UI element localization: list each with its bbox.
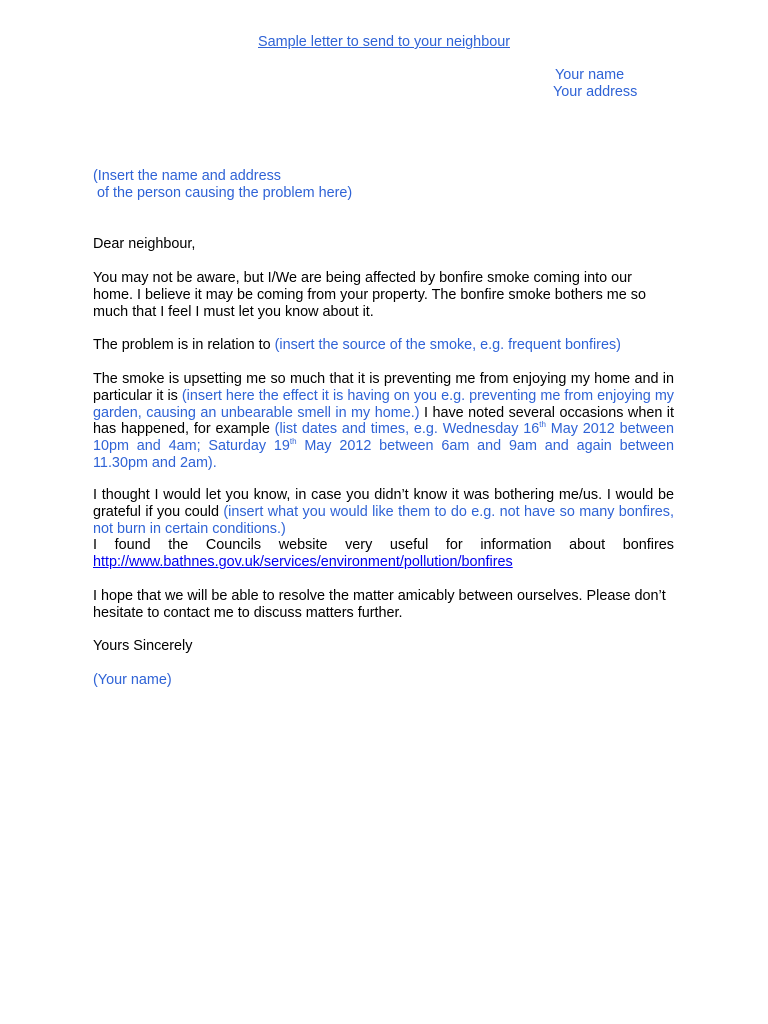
paragraph-resolution: I hope that we will be able to resolve the matter amicably between ourselves. Please don’t hesitate to contact me to discuss matters further. bbox=[93, 588, 666, 621]
recipient-line-2: of the person causing the problem here) bbox=[97, 184, 353, 201]
paragraph-problem bbox=[93, 337, 674, 354]
paragraph-request bbox=[93, 487, 674, 571]
request-text: I thought I would let you know, in case you didn’t know it was bothering me/us. I would be grateful if you could bbox=[93, 487, 674, 520]
paragraph-awareness: You may not be aware, but I/We are being affected by bonfire smoke coming into our home. I believe it may be coming from your property. The bonfire smoke bothers me so much that I feel I must let you know about it. bbox=[93, 270, 646, 320]
closing: Yours Sincerely bbox=[93, 638, 193, 654]
sender-address: Your address bbox=[553, 84, 638, 100]
effect-placeholder: (insert here the effect it is having on you e.g. preventing me from enjoying my garden, causing an unbearable smell in my home.) bbox=[93, 387, 674, 421]
dates-placeholder-b: May 2012 between 10pm and 4am; Saturday 19 bbox=[93, 421, 674, 455]
sender-block bbox=[553, 67, 637, 101]
council-website-link[interactable]: http://www.bathnes.gov.uk/services/environment/pollution/bonfires bbox=[93, 554, 513, 571]
paragraph-effect bbox=[93, 371, 674, 472]
problem-text: The problem is in relation to bbox=[93, 337, 275, 353]
greeting: Dear neighbour, bbox=[93, 236, 196, 252]
letter-title-link[interactable]: Sample letter to send to your neighbour bbox=[258, 34, 510, 50]
request-placeholder: (insert what you would like them to do e.g. not have so many bonfires, not burn in certain conditions.) bbox=[93, 503, 674, 537]
effect-text-2: I have noted several occasions when it has happened, for example bbox=[93, 404, 675, 438]
problem-placeholder: (insert the source of the smoke, e.g. frequent bonfires) bbox=[274, 337, 621, 353]
date-ordinal-2: th bbox=[289, 437, 297, 447]
date-ordinal-1: th bbox=[539, 420, 546, 430]
dates-placeholder-c: May 2012 between 6am and 9am and again between 11.30pm and 2am). bbox=[93, 438, 675, 471]
recipient-line-1: (Insert the name and address bbox=[93, 168, 281, 184]
website-sentence: I found the Councils website very useful for information about bonfires bbox=[93, 537, 674, 554]
sender-name: Your name bbox=[555, 67, 625, 83]
effect-text-1: The smoke is upsetting me so much that it is preventing me from enjoying my home and in particular it is bbox=[93, 371, 674, 404]
recipient-block bbox=[93, 168, 674, 202]
dates-placeholder-a: (list dates and times, e.g. Wednesday 16 bbox=[274, 421, 540, 438]
signature-placeholder: (Your name) bbox=[93, 672, 172, 688]
letter-title bbox=[0, 34, 768, 50]
request-sentence bbox=[93, 487, 674, 537]
